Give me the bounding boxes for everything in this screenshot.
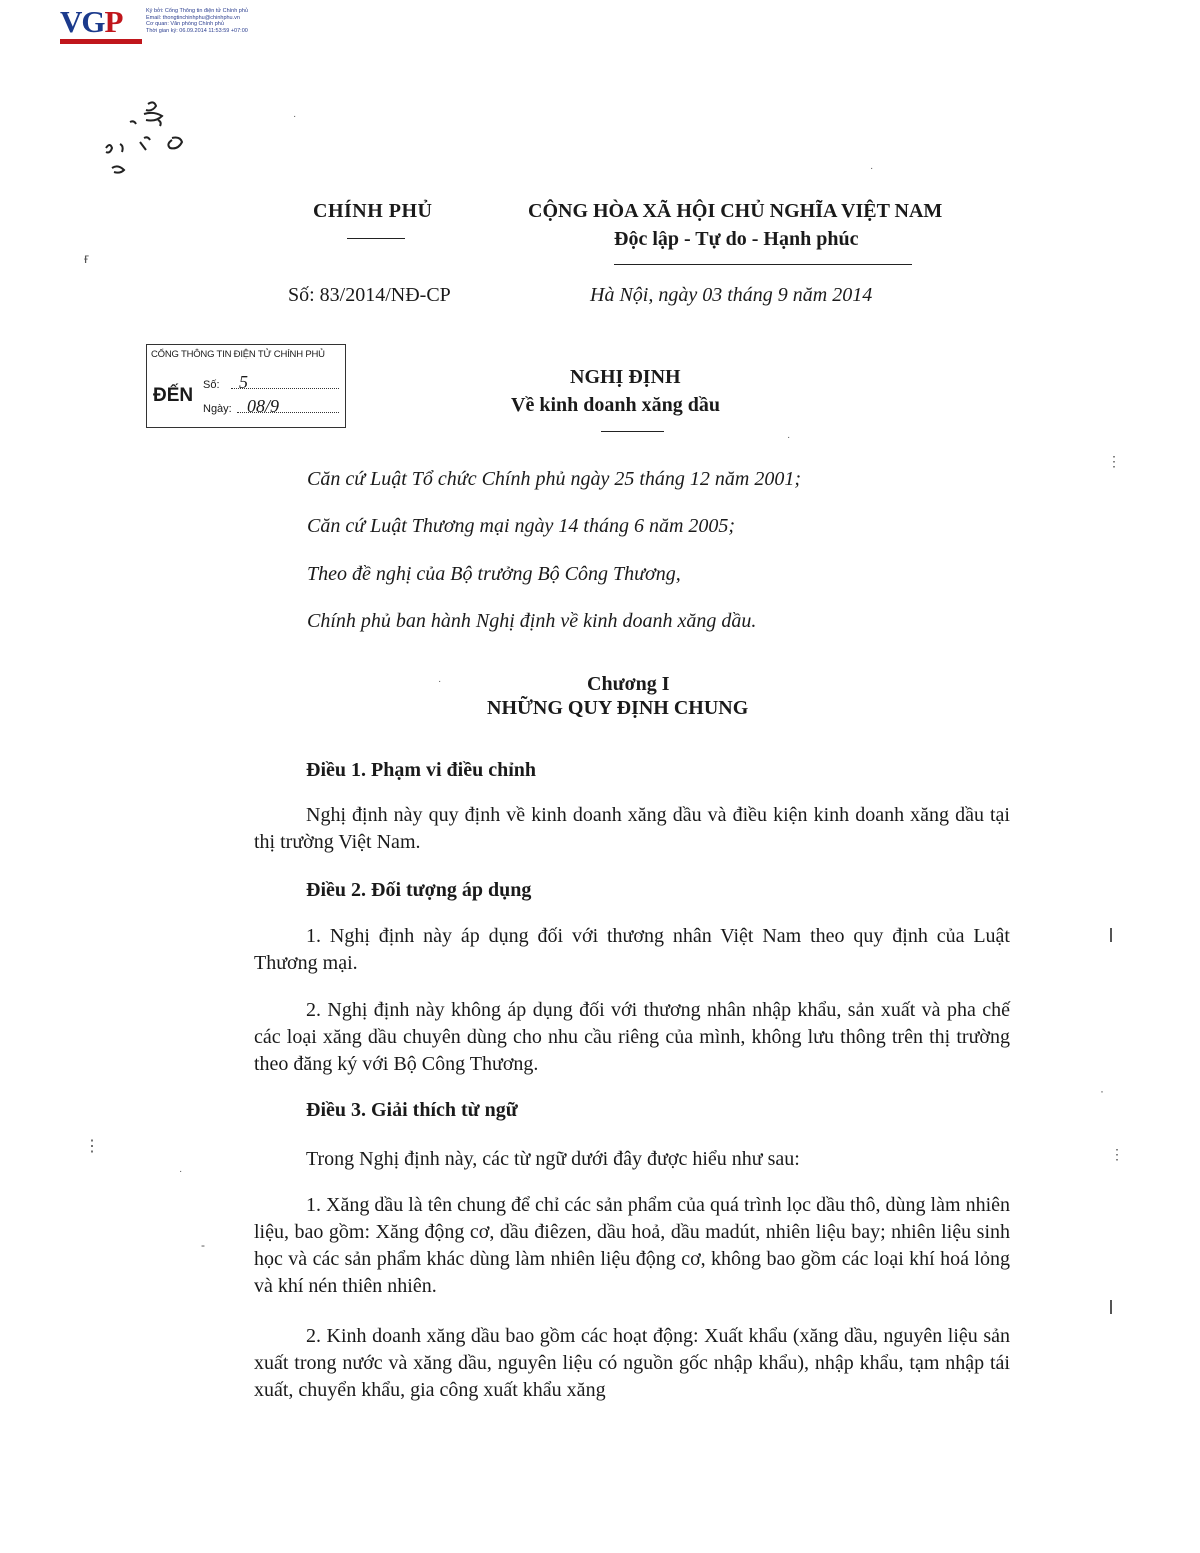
scan-speck: · <box>293 111 297 122</box>
scan-speck: · <box>1100 1084 1104 1098</box>
legal-basis-item: Căn cứ Luật Thương mại ngày 14 tháng 6 năm 2005; <box>307 515 736 537</box>
stamp-organization: CỔNG THÔNG TIN ĐIỆN TỬ CHÍNH PHỦ <box>151 349 325 360</box>
article-paragraph: 2. Kinh doanh xăng dầu bao gồm các hoạt động: Xuất khẩu (xăng dầu, nguyên liệu sản xuất trong nước và xăng dầu, nguyên liệu có nguồn gốc nhập khẩu), nhập khẩu, tạm nhập tái xuất, chuyển khẩu, gia công xuất khẩu xăng <box>254 1325 1010 1401</box>
article-heading: Điều 3. Giải thích từ ngữ <box>306 1099 518 1121</box>
legal-basis-item: Chính phủ ban hành Nghị định về kinh doanh xăng dầu. <box>307 610 757 632</box>
scan-speck: · <box>870 163 874 174</box>
margin-mark <box>1110 928 1112 942</box>
stamp-ngay-label: Ngày: <box>203 403 232 415</box>
article-heading: Điều 2. Đối tượng áp dụng <box>306 879 532 901</box>
signature-line: Cơ quan: Văn phòng Chính phủ <box>146 21 224 27</box>
chapter-name: NHỮNG QUY ĐỊNH CHUNG <box>487 697 749 719</box>
vgp-logo-bar <box>60 39 142 44</box>
scan-speck: · <box>787 432 791 443</box>
stamp-den-label: ĐẾN <box>153 385 194 406</box>
document-subject: Về kinh doanh xăng dầu <box>511 394 720 416</box>
header-rule-left <box>347 238 405 239</box>
stamp-so-line <box>231 388 339 389</box>
header-rule-right <box>614 264 912 265</box>
article-paragraph: Nghị định này quy định về kinh doanh xăng dầu và điều kiện kinh doanh xăng dầu tại thị trường Việt Nam. <box>254 804 1010 853</box>
signature-line: Thời gian ký: 06.09.2014 11:53:59 +07:00 <box>146 27 248 34</box>
stamp-so-value: 5 <box>239 372 248 392</box>
scan-speck: ⋮ <box>1107 453 1121 469</box>
scan-speck: · <box>438 676 442 687</box>
margin-mark <box>1110 1300 1112 1314</box>
received-stamp <box>146 344 346 428</box>
scan-speck: ⋮ <box>1110 1146 1124 1162</box>
national-motto: Độc lập - Tự do - Hạnh phúc <box>614 228 859 250</box>
legal-basis-item: Căn cứ Luật Tổ chức Chính phủ ngày 25 tháng 12 năm 2001; <box>307 468 802 490</box>
stamp-ngay-value: 08/9 <box>247 396 280 416</box>
chapter-number: Chương I <box>587 673 670 695</box>
article-paragraph: 1. Xăng dầu là tên chung để chỉ các sản phẩm của quá trình lọc dầu thô, dùng làm nhiên liệu, bao gồm: Xăng động cơ, dầu điêzen, dầu hoả, dầu madút, nhiên liệu bay; nhiên liệu sinh học và các sản phẩm khác dùng làm nhiên liệu động cơ, không bao gồm các loại khí hoá lỏng và khí nén thiên nhiên. <box>254 1194 1010 1297</box>
scan-speck: ғ <box>84 250 90 266</box>
stamp-so-label: Số: <box>203 379 220 391</box>
signature-line: Email: thongtinchinhphu@chinhphu.vn <box>146 14 240 21</box>
title-rule <box>601 431 664 432</box>
place-date: Hà Nội, ngày 03 tháng 9 năm 2014 <box>590 284 873 306</box>
issuing-authority: CHÍNH PHỦ <box>313 200 433 222</box>
scan-speck: - <box>201 1238 205 1252</box>
vgp-logo-text: VGP <box>60 4 123 39</box>
scan-speck: · <box>179 1166 183 1177</box>
legal-basis-item: Theo đề nghị của Bộ trưởng Bộ Công Thương, <box>307 563 681 585</box>
signature-line: Ký bởi: Cổng Thông tin điện tử Chính phủ <box>146 8 248 14</box>
article-paragraph: 2. Nghị định này không áp dụng đối với thương nhân nhập khẩu, sản xuất và pha chế các loại xăng dầu chuyên dùng cho nhu cầu riêng của mình, không lưu thông trên thị trường theo đăng ký với Bộ Công Thương. <box>254 999 1010 1075</box>
document-number: Số: 83/2014/NĐ-CP <box>288 284 451 306</box>
handwritten-scribble <box>100 98 195 178</box>
article-paragraph: 1. Nghị định này áp dụng đối với thương nhân Việt Nam theo quy định của Luật Thương mại. <box>254 925 1010 974</box>
article-heading: Điều 1. Phạm vi điều chỉnh <box>306 759 537 781</box>
stamp-ngay-line <box>237 412 339 413</box>
scan-speck: ⋮ <box>84 1138 100 1155</box>
article-paragraph: Trong Nghị định này, các từ ngữ dưới đây được hiểu như sau: <box>306 1148 800 1170</box>
document-type: NGHỊ ĐỊNH <box>570 366 681 388</box>
national-title: CỘNG HÒA XÃ HỘI CHỦ NGHĨA VIỆT NAM <box>528 200 943 222</box>
digital-signature-info <box>146 8 248 34</box>
vgp-logo <box>60 6 142 44</box>
